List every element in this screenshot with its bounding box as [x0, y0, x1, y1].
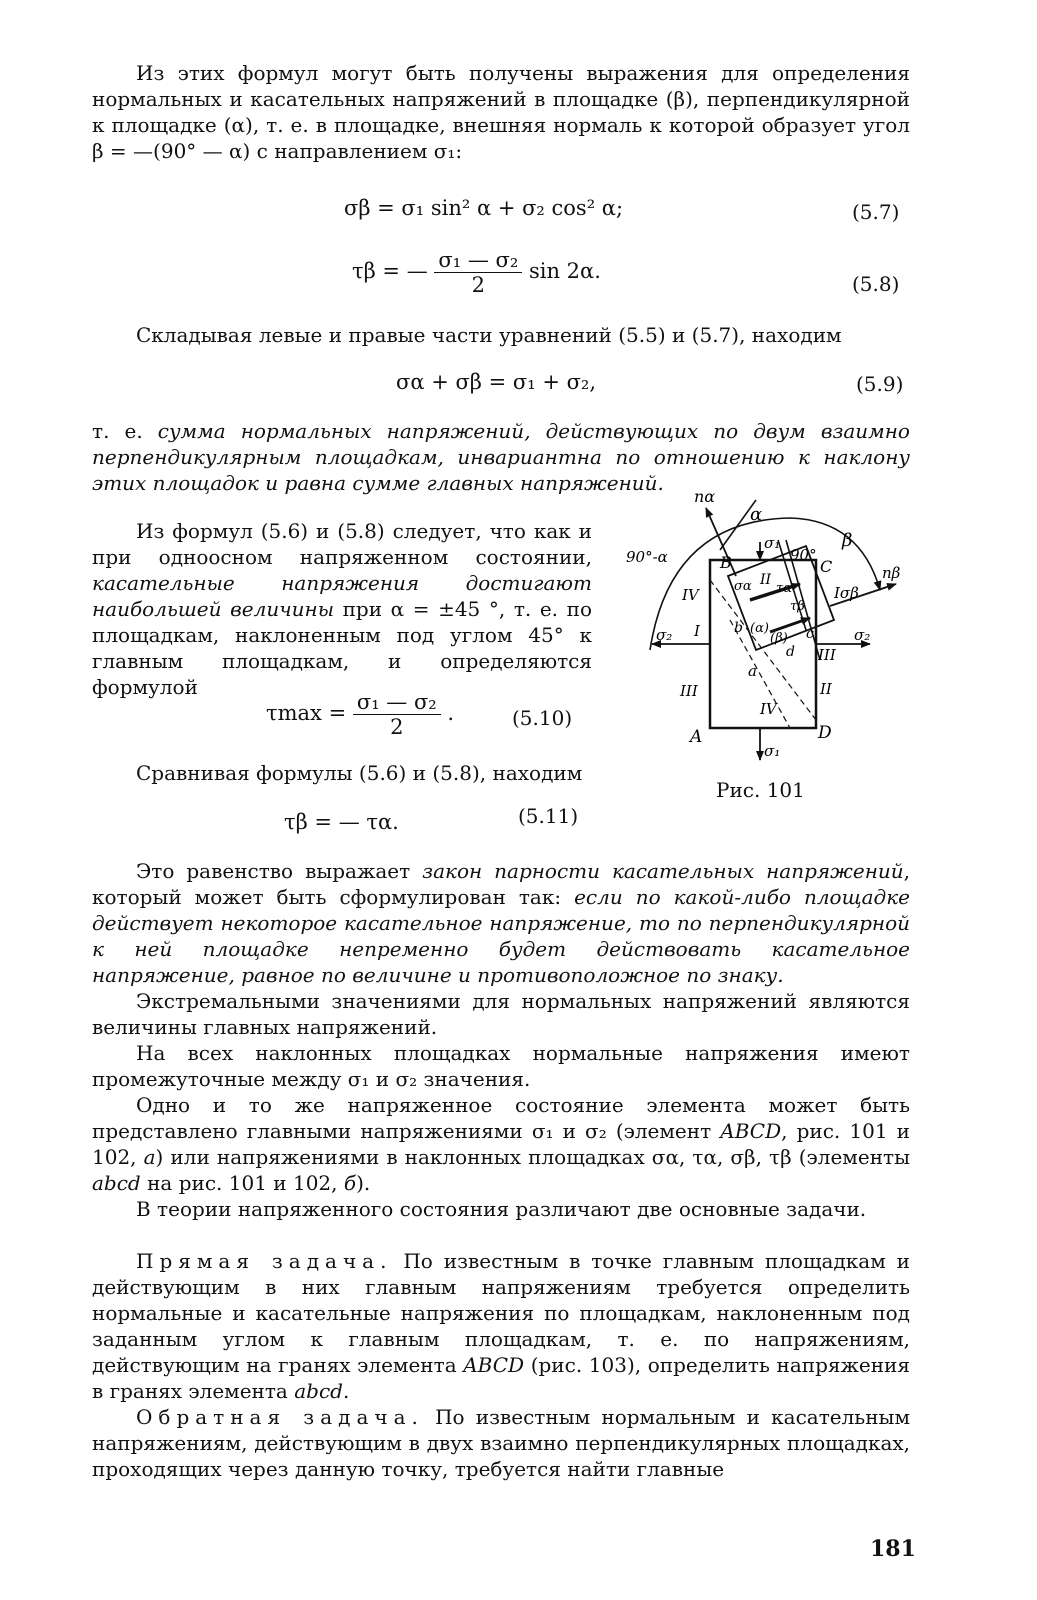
equation-number-5-9: (5.9) [856, 372, 904, 396]
paragraph-law: Это равенство выражает закон парности касательных напряжений, который может быть сформулирован так: если по какой-либо площадке действует некоторое касательное напряжение, то по перпендикулярной к ней площадке непременно будет действовать касательное напряжение, равное по величине и противоположное по знаку. [92, 859, 910, 987]
paragraph-extreme: Экстремальными значениями для нормальных напряжений являются величины главных напряжений. [92, 989, 910, 1039]
label-a: a [748, 662, 757, 680]
label-sigma2-right: σ₂ [854, 626, 871, 644]
equation-5-7: σβ = σ₁ sin² α + σ₂ cos² α; [344, 196, 624, 220]
label-d: d [786, 644, 795, 660]
paragraph-theory: В теории напряженного состояния различают две основные задачи. [136, 1197, 867, 1221]
label-c: c [806, 626, 814, 642]
label-III-right: III [818, 646, 836, 664]
paragraph-inclined: На всех наклонных площадках нормальные напряжения имеют промежуточные между σ₁ и σ₂ значения. [92, 1041, 910, 1091]
paragraph-formulas: Из формул (5.6) и (5.8) следует, что как и при одноосном напряженном состоянии, касательные напряжения достигают наибольшей величины при α = ±45 °, т. е. по площадкам, наклоненным под углом 45° к главным площадкам, и определяются формулой [92, 519, 592, 699]
label-n-beta: nβ [882, 564, 901, 582]
paragraph-intro: Из этих формул могут быть получены выражения для определения нормальных и касательных напряжений в площадке (β), перпендикулярной к площадке (α), т. е. в площадке, внешняя нормаль к которой образует угол β = —(90° — α) с направлением σ₁: [92, 61, 910, 163]
label-IV-bottom: IV [760, 700, 777, 718]
label-IV-left: IV [682, 586, 699, 604]
label-beta: β [842, 530, 853, 551]
equation-number-5-8: (5.8) [852, 272, 900, 296]
label-sigma-alpha: σα [734, 579, 752, 594]
label-II-bottom: II [820, 680, 832, 698]
equation-number-5-11: (5.11) [518, 804, 579, 828]
label-D: D [818, 723, 832, 743]
label-tau-alpha: τα [776, 581, 792, 596]
fraction: $\frac{\text{σ₁ — σ₂}}{2}$ [434, 248, 522, 297]
label-paren-alpha: (α) [750, 621, 769, 636]
label-90deg: 90° [790, 546, 817, 564]
paragraph-state: Одно и то же напряженное состояние элемента может быть представлено главными напряжениями σ₁ и σ₂ (элемент ABCD, рис. 101 и 102, а) или напряжениями в наклонных площадках σα, τα, σβ, τβ (элементы abcd на рис. 101 и 102, б). [92, 1093, 911, 1195]
fraction: $\frac{\text{σ₁ — σ₂}}{2}$ [353, 690, 441, 739]
equation-number-5-7: (5.7) [852, 200, 900, 224]
equation-number-5-10: (5.10) [512, 706, 573, 730]
figure-caption: Рис. 101 [716, 778, 805, 802]
label-B: B [720, 553, 732, 572]
equation-5-8: τβ = — $\frac{\text{σ₁ — σ₂}}{2}$ sin 2α. [352, 248, 601, 297]
paragraph-direct-task: Прямая задача. По известным в точке главным площадкам и действующим в них главным напряжениям требуется определить нормальные и касательные напряжения по площадкам, наклоненным под заданным углом к главным площадкам, т. е. по напряжениям, действующим на гранях элемента ABCD (рис. 103), определить напряжения в гранях элемента abcd. [92, 1249, 911, 1403]
equation-5-11: τβ = — τα. [284, 810, 399, 834]
paragraph-compare: Сравнивая формулы (5.6) и (5.8), находим [136, 761, 583, 785]
label-sigma2-left: σ₂ [656, 626, 673, 644]
label-n-alpha: nα [694, 487, 716, 506]
paragraph-invariant: т. е. сумма нормальных напряжений, действующих по двум взаимно перпендикулярным площадкам, инвариантна по отношению к наклону этих площадок и равна сумме главных напряжений. [92, 419, 910, 495]
label-alpha: α [750, 504, 763, 525]
label-sigma1-top: σ₁ [764, 534, 781, 552]
label-angle-90-alpha: 90°-α [626, 548, 668, 566]
figure-101 [610, 480, 910, 770]
label-III-left: III [680, 682, 698, 700]
label-A: A [690, 727, 703, 747]
label-b: b [734, 620, 743, 636]
equation-5-10: τmax = $\frac{\text{σ₁ — σ₂}}{2}$ . [266, 690, 455, 739]
label-I-right: Iσβ [834, 584, 859, 602]
label-II-top: II [760, 572, 772, 588]
label-paren-beta: (β) [770, 631, 788, 646]
label-C: C [820, 557, 833, 576]
label-I-left: I [694, 622, 700, 640]
equation-5-9: σα + σβ = σ₁ + σ₂, [396, 370, 597, 394]
label-tau-beta: τβ [790, 599, 805, 614]
paragraph-inverse-task: Обратная задача. По известным нормальным и касательным напряжениям, действующим в двух взаимно перпендикулярных площадках, проходящих через данную точку, требуется найти главные [92, 1405, 910, 1481]
page-number: 181 [870, 1536, 916, 1562]
paragraph-sum: Складывая левые и правые части уравнений (5.5) и (5.7), находим [136, 323, 842, 347]
label-sigma1-bottom: σ₁ [764, 742, 781, 760]
